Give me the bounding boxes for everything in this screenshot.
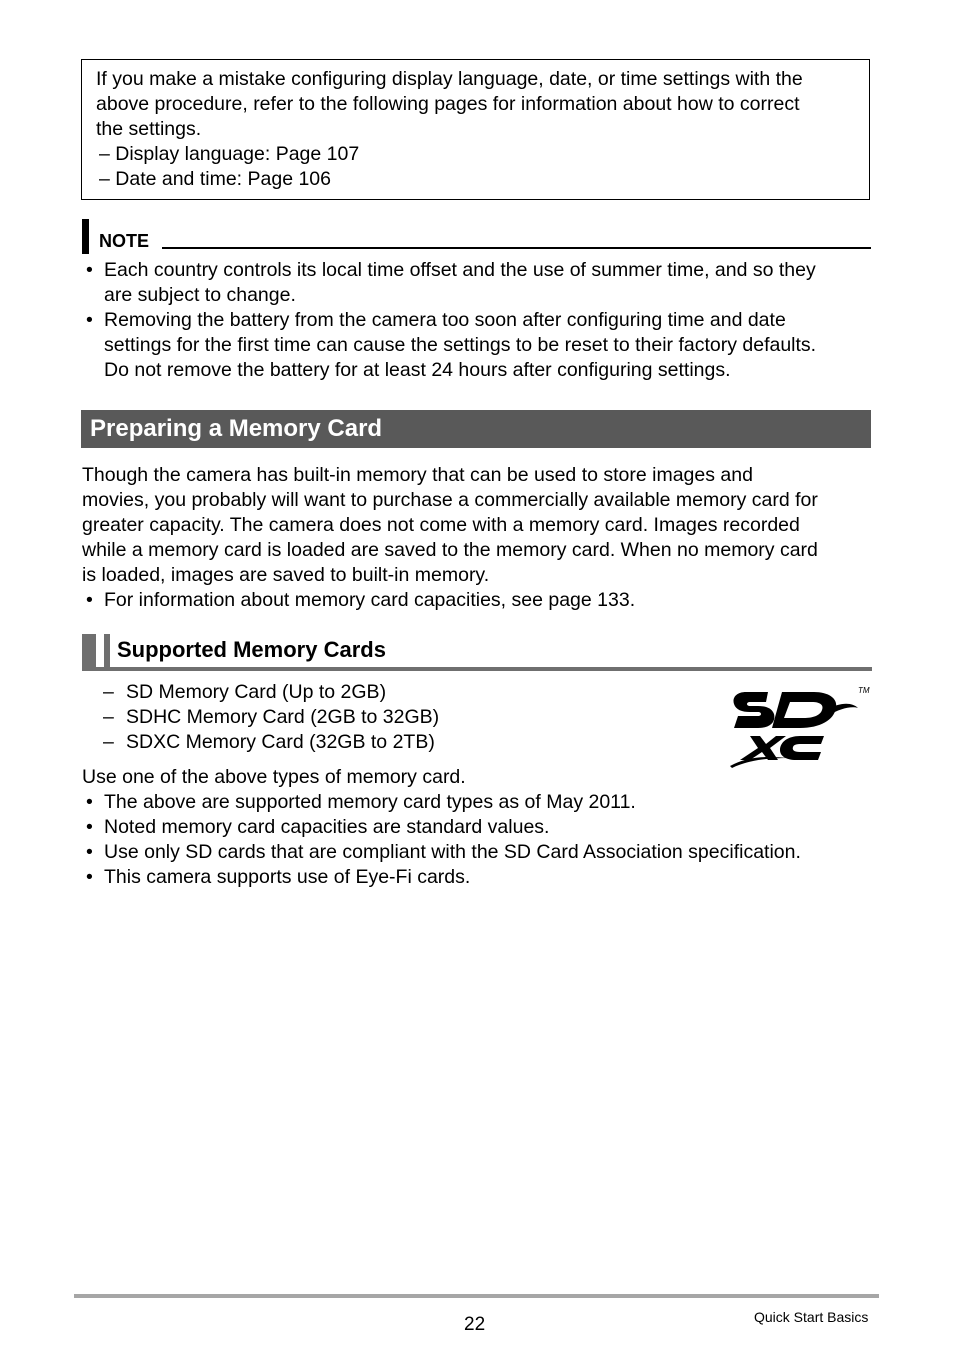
bullet-icon: • (86, 791, 93, 813)
card-type-sdhc: SDHC Memory Card (2GB to 32GB) (126, 706, 440, 728)
dash-icon: – (103, 731, 114, 753)
paragraph-line-3: greater capacity. The camera does not come with a memory card. Images recorded (82, 514, 800, 536)
eye-fi-note: This camera supports use of Eye-Fi cards. (104, 866, 471, 888)
bullet-icon: • (86, 589, 93, 611)
dash-icon: – (103, 706, 114, 728)
note-item-2-line-2: settings for the first time can cause the settings to be reset to their factory defaults. (104, 334, 817, 356)
dash-icon: – (103, 681, 114, 703)
paragraph-line-2: movies, you probably will want to purchase a commercially available memory card for (82, 489, 818, 511)
usage-statement: Use one of the above types of memory card. (82, 766, 466, 788)
footer-rule (74, 1294, 879, 1298)
capacity-reference: For information about memory card capacities, see page 133. (104, 589, 636, 611)
callout-display-language-ref: – Display language: Page 107 (99, 143, 360, 165)
bullet-icon: • (86, 841, 93, 863)
bullet-icon: • (86, 309, 93, 331)
subsection-title: Supported Memory Cards (117, 637, 386, 662)
callout-date-time-ref: – Date and time: Page 106 (99, 168, 331, 190)
paragraph-line-4: while a memory card is loaded are saved to the memory card. When no memory card (82, 539, 818, 561)
footer-section-label: Quick Start Basics (754, 1309, 869, 1325)
note-item-1-line-2: are subject to change. (104, 284, 296, 306)
note-item-2-line-1: Removing the battery from the camera too soon after configuring time and date (104, 309, 786, 331)
capacity-standard-note: Noted memory card capacities are standard values. (104, 816, 550, 838)
subsection-rule (82, 667, 872, 671)
bullet-icon: • (86, 866, 93, 888)
correction-info-box (81, 59, 870, 200)
support-date-note: The above are supported memory card types as of May 2011. (104, 791, 636, 813)
sd-compliance-note: Use only SD cards that are compliant with the SD Card Association specification. (104, 841, 801, 863)
paragraph-line-1: Though the camera has built-in memory that can be used to store images and (82, 464, 753, 486)
note-item-1-line-1: Each country controls its local time offset and the use of summer time, and so they (104, 259, 816, 281)
sdxc-logo-icon (728, 686, 872, 770)
bullet-icon: • (86, 816, 93, 838)
note-marker-bar (82, 219, 89, 254)
section-title: Preparing a Memory Card (90, 415, 383, 442)
callout-line-1: If you make a mistake configuring display language, date, or time settings with the (96, 68, 803, 90)
bullet-icon: • (86, 259, 93, 281)
card-type-sd: SD Memory Card (Up to 2GB) (126, 681, 387, 703)
note-label: NOTE (99, 231, 150, 251)
note-rule (162, 247, 871, 249)
subsection-marker-bar (104, 634, 110, 670)
callout-line-3: the settings. (96, 118, 202, 140)
note-item-2-line-3: Do not remove the battery for at least 24 hours after configuring settings. (104, 359, 731, 381)
paragraph-line-5: is loaded, images are saved to built-in memory. (82, 564, 490, 586)
card-type-sdxc: SDXC Memory Card (32GB to 2TB) (126, 731, 435, 753)
page-number: 22 (464, 1314, 486, 1335)
subsection-marker-bar (82, 634, 96, 670)
logo-trademark: TM (858, 686, 870, 695)
callout-line-2: above procedure, refer to the following pages for information about how to correct (96, 93, 800, 115)
